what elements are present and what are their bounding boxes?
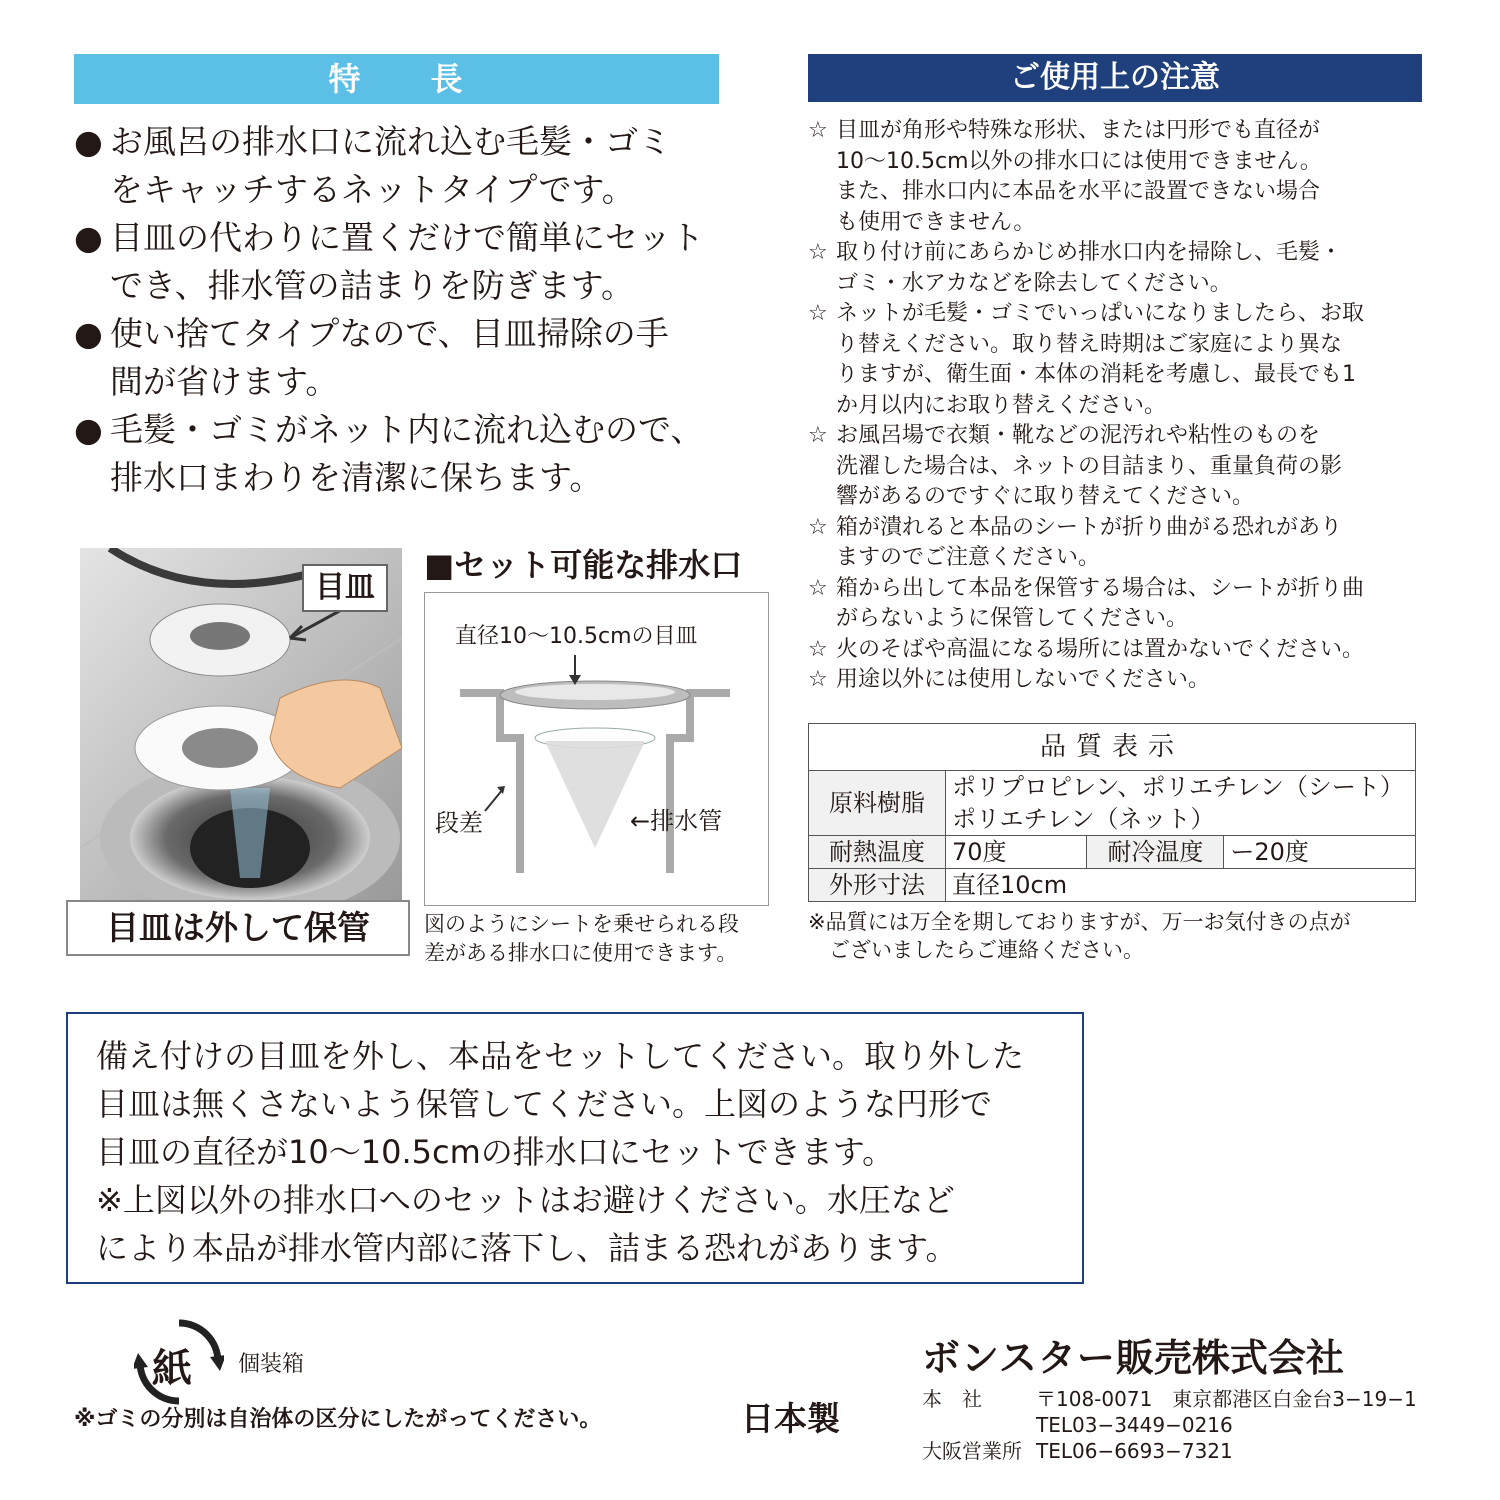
diagram-caption: 図のようにシートを乗せられる段 差がある排水口に使用できます。 <box>424 912 739 965</box>
hq-tel-row <box>922 1412 1482 1438</box>
heat-value: 70度 <box>946 836 1087 869</box>
caution-text: 取り付け前にあらかじめ排水口内を掃除し、毛髪・ ゴミ・水アカなどを除去してください。 <box>836 240 1343 296</box>
company-brand: ボンスター <box>922 1336 1116 1380</box>
material-line-1: ポリプロピレン、ポリエチレン（シート） <box>952 773 1404 801</box>
sorting-note: ※ゴミの分別は自治体の区分にしたがってください。 <box>74 1407 602 1432</box>
osaka-row <box>922 1438 1482 1464</box>
company-name <box>922 1327 1344 1382</box>
caution-item <box>808 574 1438 635</box>
cold-value: ー20度 <box>1224 836 1416 869</box>
hq-row <box>922 1386 1482 1412</box>
meza-label: 目皿 <box>302 564 388 612</box>
star-icon: ☆ <box>808 575 828 601</box>
star-icon: ☆ <box>808 423 828 448</box>
caution-item <box>808 116 1438 238</box>
illustration-caption: 目皿は外して保管 <box>66 900 410 956</box>
caution-heading: ご使用上の注意 <box>808 54 1422 102</box>
company-suffix: 販売株式会社 <box>1115 1336 1344 1380</box>
hq-label: 本 社 <box>922 1387 982 1411</box>
caution-text: 箱が潰れると本品のシートが折り曲がる恐れがあり ますのでご注意ください。 <box>836 514 1343 570</box>
feature-item <box>74 406 734 502</box>
material-label: 原料樹脂 <box>809 771 946 836</box>
drain-diagram <box>424 592 769 906</box>
star-icon: ☆ <box>808 301 828 326</box>
quality-note: ※品質には万全を期しておりますが、万一お気付きの点が ございましたらご連絡ください。 <box>808 910 1351 962</box>
quality-table <box>808 723 1416 902</box>
osaka-tel: TEL06−6693−7321 <box>1036 1439 1233 1463</box>
feature-text: 使い捨てタイプなので、目皿掃除の手 間が省けます。 <box>110 314 669 401</box>
caution-item <box>808 665 1438 696</box>
company-address <box>922 1386 1482 1464</box>
caution-text: ネットが毛髪・ゴミでいっぱいになりましたら、お取 り替えください。取り替え時期はご家庭により異な りますが、衛生面・本体の消耗を考慮し、最長でも1 か月以内にお取り替えください。 <box>836 301 1365 418</box>
diameter-label: 直径10〜10.5cmの目皿 <box>455 624 698 649</box>
feature-text: 毛髪・ゴミがネット内に流れ込むので、 排水口まわりを清潔に保ちます。 <box>110 410 704 497</box>
feature-item <box>74 310 734 406</box>
star-icon: ☆ <box>808 514 828 540</box>
heat-label: 耐熱温度 <box>809 836 946 869</box>
bullet-icon: ● <box>74 218 103 257</box>
caution-text: 用途以外には使用しないでください。 <box>836 667 1211 692</box>
caution-text: 箱から出して本品を保管する場合は、シートが折り曲 がらないように保管してください。 <box>836 575 1365 631</box>
star-icon: ☆ <box>808 667 828 692</box>
step-label: 段差 <box>435 809 483 837</box>
caution-item <box>808 513 1438 574</box>
caution-text: 目皿が角形や特殊な形状、または円形でも直径が 10〜10.5cm以外の排水口には使用できません。 また、排水口内に本品を水平に設置できない場合 も使用できません。 <box>836 118 1322 235</box>
caution-item <box>808 421 1438 513</box>
star-icon: ☆ <box>808 636 828 662</box>
feature-item <box>74 214 734 310</box>
recycle-label: 個装箱 <box>238 1352 305 1377</box>
features-list <box>74 118 734 502</box>
caution-list <box>808 116 1438 696</box>
features-heading: 特 長 <box>74 54 719 104</box>
material-line-2: ポリエチレン（ネット） <box>952 805 1215 833</box>
hq-address: 〒108-0071 東京都港区白金台3−19−1 <box>1036 1387 1417 1411</box>
pipe-label: ←排水管 <box>630 807 723 835</box>
bullet-icon: ● <box>74 314 103 353</box>
caution-item <box>808 238 1438 299</box>
paper-recycle-icon <box>134 1317 224 1407</box>
spacer <box>922 1412 1036 1438</box>
caution-item <box>808 299 1438 421</box>
bullet-icon: ● <box>74 410 103 449</box>
diagram-title: ■セット可能な排水口 <box>424 546 743 584</box>
osaka-label: 大阪営業所 <box>922 1439 1022 1463</box>
feature-item <box>74 118 734 214</box>
caution-text: 火のそばや高温になる場所には置かないでください。 <box>836 636 1365 662</box>
quality-table-title: 品質表示 <box>809 724 1416 771</box>
caution-text: お風呂場で衣類・靴などの泥汚れや粘性のものを 洗濯した場合は、ネットの目詰まり、重量負荷の影 響があるのですぐに取り替えてください。 <box>836 423 1343 509</box>
size-label: 外形寸法 <box>809 869 946 902</box>
feature-text: 目皿の代わりに置くだけで簡単にセット でき、排水管の詰まりを防ぎます。 <box>110 218 704 305</box>
bullet-icon: ● <box>74 122 103 161</box>
star-icon: ☆ <box>808 240 828 265</box>
notice-text: 備え付けの目皿を外し、本品をセットしてください。取り外した 目皿は無くさないよう保管してください。上図のような円形で 目皿の直径が10〜10.5cmの排水口にセットできます。 ※上図以外の排水口へのセットはお避けください。水圧など により本品が排水管内部に落下し、詰まる恐れがあります。 <box>96 1037 1025 1267</box>
cold-label: 耐冷温度 <box>1087 836 1224 869</box>
size-value: 直径10cm <box>946 869 1416 902</box>
made-in-label: 日本製 <box>741 1399 840 1438</box>
recycle-mark-text: 紙 <box>152 1346 192 1392</box>
hq-tel: TEL03−3449−0216 <box>1036 1413 1233 1437</box>
caution-item <box>808 635 1438 666</box>
material-value <box>946 771 1416 836</box>
feature-text: お風呂の排水口に流れ込む毛髪・ゴミ をキャッチするネットタイプです。 <box>110 122 671 209</box>
star-icon: ☆ <box>808 118 828 143</box>
